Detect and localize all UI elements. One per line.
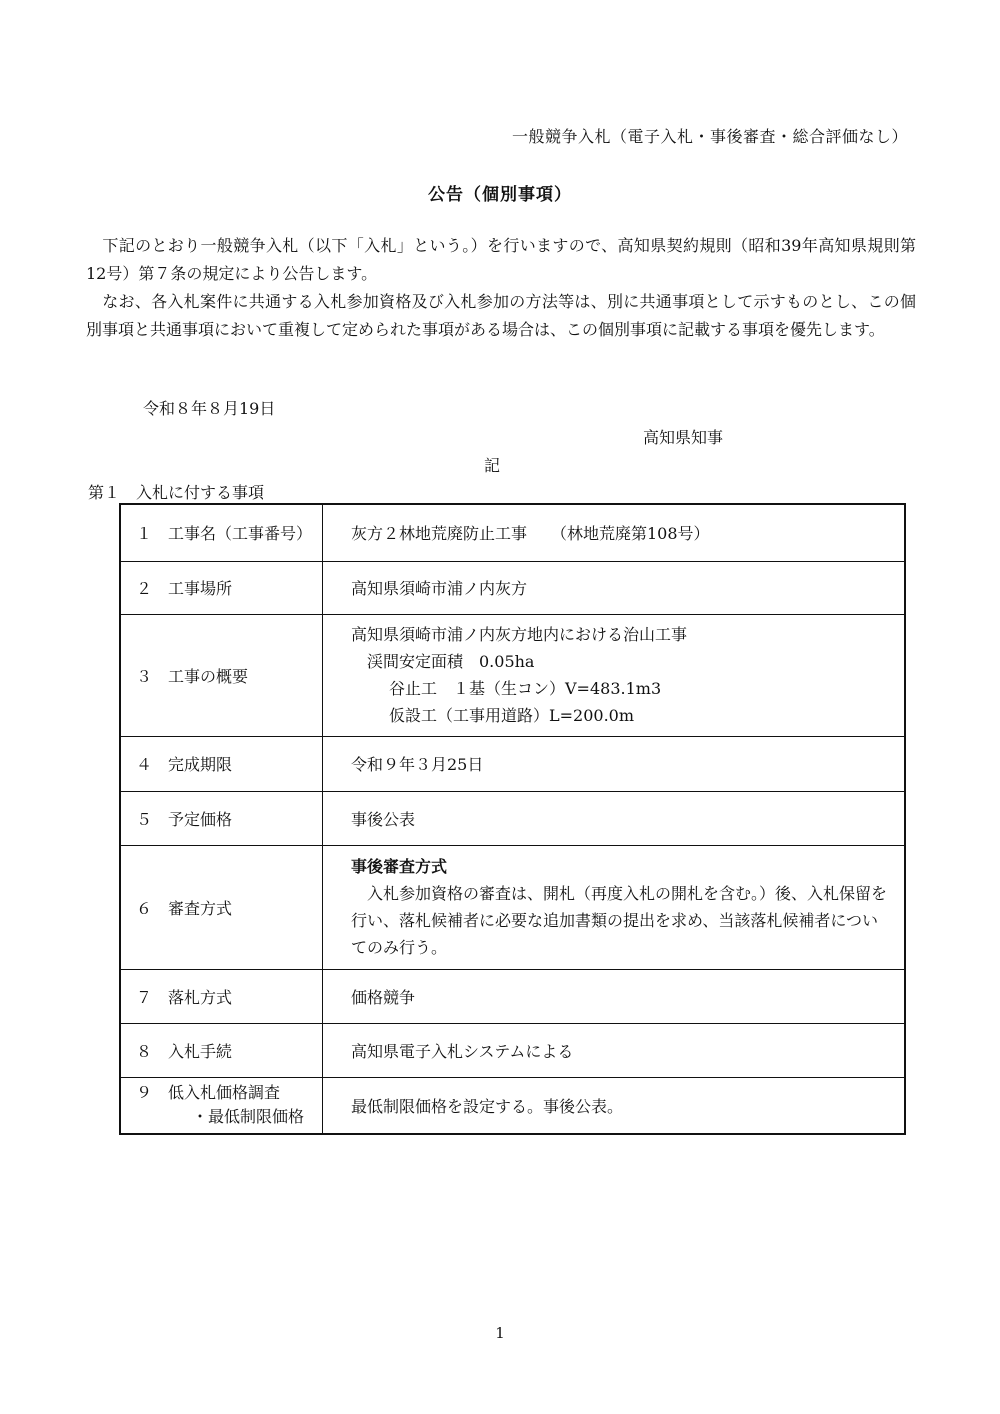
row-value-minimum-price: 最低制限価格を設定する。事後公表。 — [323, 1077, 906, 1134]
section-heading: 第１ 入札に付する事項 — [88, 483, 265, 502]
notice-issuer: 高知県知事 — [643, 428, 724, 447]
notice-date: 令和８年８月19日 — [143, 399, 276, 418]
table-row — [120, 845, 905, 969]
row-value-award-method: 価格競争 — [323, 969, 906, 1023]
row-value-location: 高知県須崎市浦ノ内灰方 — [323, 561, 906, 614]
row-value-overview — [323, 614, 906, 736]
row-label-location: ２ 工事場所 — [120, 561, 323, 614]
minimum-price-label-main: ９ 低入札価格調査 — [136, 1083, 281, 1103]
table-row — [120, 791, 905, 845]
table-row — [120, 969, 905, 1023]
overview-line-4: 仮設工（工事用道路）L=200.0m — [389, 706, 635, 725]
review-method-heading: 事後審査方式 — [351, 857, 448, 876]
row-value-planned-price: 事後公表 — [323, 791, 906, 845]
overview-line-3: 谷止工 １基（生コン）V=483.1m3 — [389, 679, 662, 698]
minimum-price-label-sub: ・最低制限価格 — [192, 1107, 305, 1127]
row-label-award-method: ７ 落札方式 — [120, 969, 323, 1023]
row-label-review-method: ６ 審査方式 — [120, 845, 323, 969]
table-row — [120, 504, 905, 561]
row-label-minimum-price — [120, 1077, 323, 1134]
overview-line-2: 渓間安定面積 0.05ha — [367, 652, 535, 671]
table-row — [120, 736, 905, 791]
row-label-overview: ３ 工事の概要 — [120, 614, 323, 736]
intro-paragraph-1: 下記のとおり一般競争入札（以下「入札」という。）を行いますので、高知県契約規則（昭和39年高知県規則第12号）第７条の規定により公告します。 — [86, 236, 916, 283]
row-label-deadline: ４ 完成期限 — [120, 736, 323, 791]
page-title: 公告（個別事項） — [428, 185, 572, 205]
row-value-deadline: 令和９年３月25日 — [323, 736, 906, 791]
table-row — [120, 1023, 905, 1077]
table-row — [120, 561, 905, 614]
page-number: 1 — [495, 1324, 505, 1342]
intro-paragraph-2: なお、各入札案件に共通する入札参加資格及び入札参加の方法等は、別に共通事項として示すものとし、この個別事項と共通事項において重複して定められた事項がある場合は、この個別事項に記載する事項を優先します。 — [86, 292, 916, 339]
row-value-work-name: 灰方２林地荒廃防止工事 （林地荒廃第108号） — [323, 504, 906, 561]
bid-type-label: 一般競争入札（電子入札・事後審査・総合評価なし） — [511, 127, 908, 146]
row-label-work-name: １ 工事名（工事番号） — [120, 504, 323, 561]
review-method-text: 入札参加資格の審査は、開札（再度入札の開札を含む。）後、入札保留を行い、落札候補者に必要な追加書類の提出を求め、当該落札候補者についてのみ行う。 — [351, 884, 888, 957]
notice-ki: 記 — [484, 456, 501, 475]
table-row — [120, 1077, 905, 1134]
table-row — [120, 614, 905, 736]
row-value-procedure: 高知県電子入札システムによる — [323, 1023, 906, 1077]
row-value-review-method — [323, 845, 906, 969]
row-label-planned-price: ５ 予定価格 — [120, 791, 323, 845]
bid-items-table — [119, 503, 906, 1135]
row-label-procedure: ８ 入札手続 — [120, 1023, 323, 1077]
overview-line-1: 高知県須崎市浦ノ内灰方地内における治山工事 — [351, 625, 688, 644]
